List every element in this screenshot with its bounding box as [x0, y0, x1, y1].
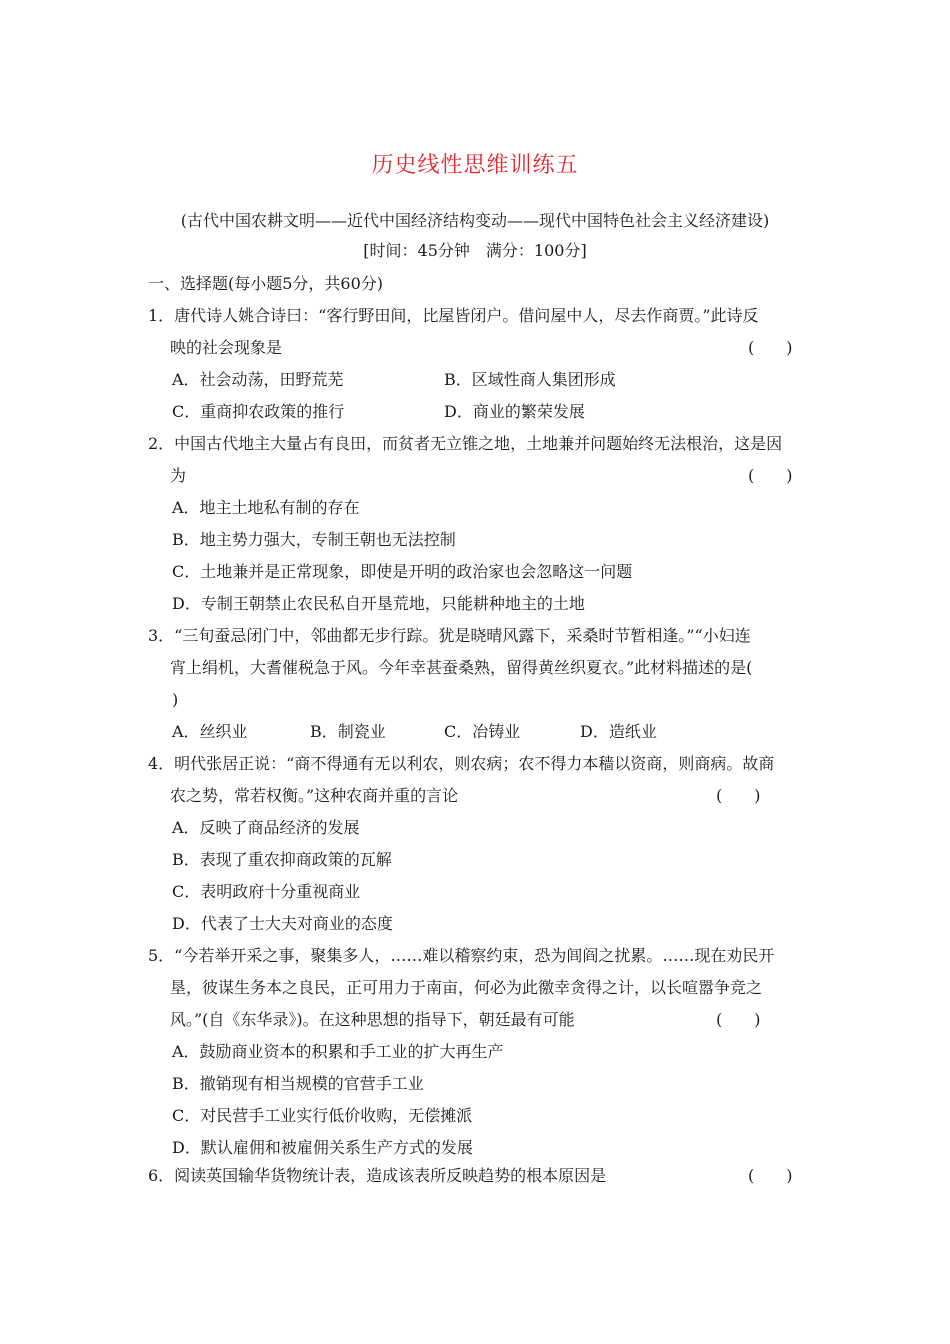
question-5-line-3: 风。”(自《东华录》)。在这种思想的指导下，朝廷最有可能	[170, 1010, 575, 1029]
question-5-line-2: 垦，彼谋生务本之良民，正可用力于南亩，何必为此徼幸贪得之计，以长喧嚣争竞之	[170, 978, 763, 997]
question-2-option-b: B．地主势力强大，专制王朝也无法控制	[172, 530, 456, 549]
question-1-option-c: C．重商抑农政策的推行	[172, 402, 345, 421]
page-title: 历史线性思维训练五	[371, 153, 579, 178]
question-3-option-c: C．冶铸业	[444, 722, 521, 741]
answer-blank-5: ( )	[716, 1010, 761, 1029]
question-3-option-b: B．制瓷业	[310, 722, 386, 741]
question-2-option-c: C．土地兼并是正常现象，即使是开明的政治家也会忽略这一问题	[172, 562, 633, 581]
question-2-line-2: 为	[170, 466, 187, 485]
question-4-line-1: 4．明代张居正说：“商不得通有无以利农，则农病；农不得力本穑以资商，则商病。故商	[148, 754, 775, 773]
question-2-line-1: 2．中国古代地主大量占有良田，而贫者无立锥之地，土地兼并问题始终无法根治，这是因	[148, 434, 783, 453]
question-5-line-1: 5．“今若举开采之事，聚集多人，……难以稽察约束，恐为闾阎之扰累。……现在劝民开	[148, 946, 775, 965]
question-4-option-a: A．反映了商品经济的发展	[172, 818, 360, 837]
question-4-option-d: D．代表了士大夫对商业的态度	[172, 914, 393, 933]
answer-blank-6: ( )	[748, 1166, 793, 1185]
question-1-line-2: 映的社会现象是	[170, 338, 283, 357]
page-subtitle: (古代中国农耕文明——近代中国经济结构变动——现代中国特色社会主义经济建设)	[180, 211, 770, 230]
question-5-option-c: C．对民营手工业实行低价收购，无偿摊派	[172, 1106, 473, 1125]
exam-meta: [时间：45分钟 满分：100分]	[363, 241, 587, 260]
question-4-option-c: C．表明政府十分重视商业	[172, 882, 361, 901]
question-1-option-b: B．区域性商人集团形成	[444, 370, 616, 389]
question-5-option-a: A．鼓励商业资本的积累和手工业的扩大再生产	[172, 1042, 504, 1061]
question-2-option-d: D．专制王朝禁止农民私自开垦荒地，只能耕种地主的土地	[172, 594, 585, 613]
answer-blank-2: ( )	[748, 466, 793, 485]
question-3-line-1: 3．“三旬蚕忌闭门中，邻曲都无步行踪。犹是晓晴风露下，采桑时节暂相逢。”“小妇连	[148, 626, 751, 645]
answer-blank-1: ( )	[748, 338, 793, 357]
question-3-line-2: 宵上绢机，大耆催税急于风。今年幸甚蚕桑熟，留得黄丝织夏衣。”此材料描述的是(	[170, 658, 753, 677]
question-3-option-a: A．丝织业	[172, 722, 248, 741]
question-5-option-b: B．撤销现有相当规模的官营手工业	[172, 1074, 424, 1093]
question-1-line-1: 1．唐代诗人姚合诗曰：“客行野田间，比屋皆闭户。借问屋中人，尽去作商贾。”此诗反	[148, 306, 759, 325]
question-4-option-b: B．表现了重农抑商政策的瓦解	[172, 850, 392, 869]
question-5-option-d: D．默认雇佣和被雇佣关系生产方式的发展	[172, 1138, 473, 1157]
question-1-option-d: D．商业的繁荣发展	[444, 402, 585, 421]
question-3-line-3: )	[172, 690, 179, 709]
answer-blank-4: ( )	[716, 786, 761, 805]
section-heading: 一、选择题(每小题5分，共60分)	[148, 274, 384, 293]
question-2-option-a: A．地主土地私有制的存在	[172, 498, 360, 517]
question-4-line-2: 农之势，常若权衡。”这种农商并重的言论	[170, 786, 459, 805]
question-6-line-1: 6．阅读英国输华货物统计表，造成该表所反映趋势的根本原因是	[148, 1166, 607, 1185]
question-3-option-d: D．造纸业	[580, 722, 657, 741]
question-1-option-a: A．社会动荡，田野荒芜	[172, 370, 344, 389]
